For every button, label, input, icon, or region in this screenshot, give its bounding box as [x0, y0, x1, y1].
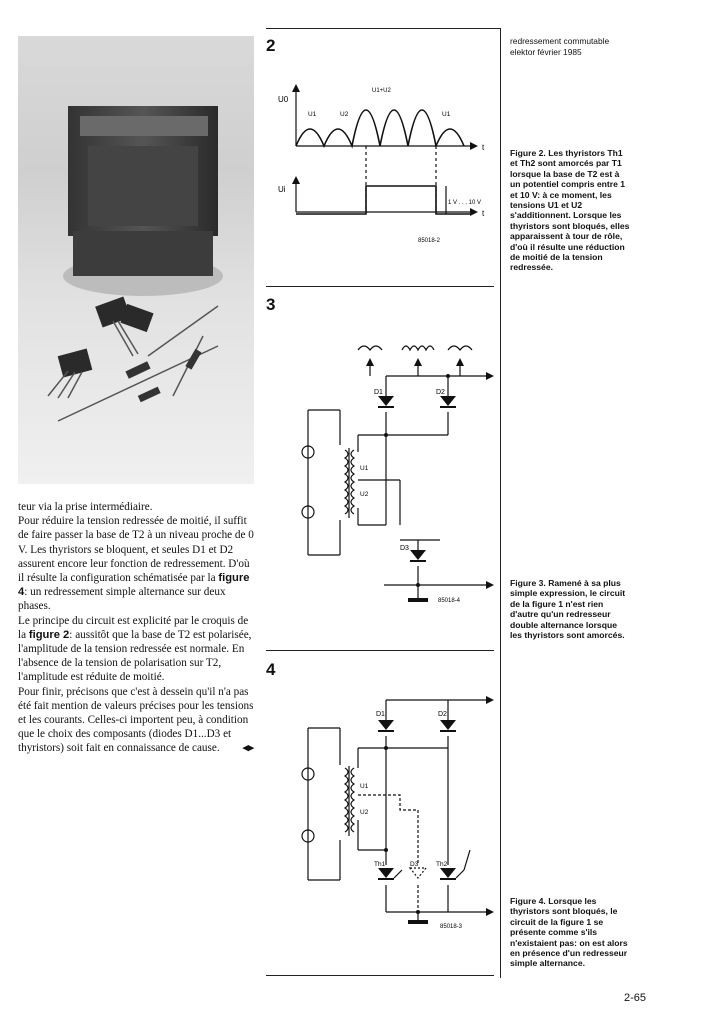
end-mark-icon: ◂▸ — [242, 742, 254, 755]
fig2-t-label: t — [482, 143, 485, 152]
body-text — [18, 500, 254, 756]
fig3-code: 85018-4 — [438, 598, 461, 604]
fig4-th1-label: Th1 — [374, 861, 386, 868]
body-paragraph-4 — [18, 685, 254, 756]
fig3-bottom-rule — [266, 650, 494, 651]
fig4-th2-label: Th2 — [436, 861, 448, 868]
p4-text: Pour finir, précisons que c'est à dessein qu'il n'a pas été fait mention de valeurs précises pour les tensions et les courants. Celles-ci importent peu, à condition que le choix des composants (diodes D1...D3 et thyristors) soit fait en connaissance de cause. — [18, 685, 254, 755]
p3-bold: figure 2 — [28, 628, 70, 641]
fig3-u1-label: U1 — [360, 465, 369, 472]
figure-2-caption: Figure 2. Les thyristors Th1 et Th2 sont amorcés par T1 lorsque la base de T2 est à un potentiel compris entre 1 et 10 V: à ce moment, les tensions U1 et U2 s'additionnent. Lorsque les thyristors sont bloqués, elles apparaissent à tour de rôle, d'où il résulte une réduction de moitié de la tension redressée. — [510, 148, 630, 273]
fig3-wave-1 — [358, 346, 382, 350]
fig2-u2-label: U2 — [340, 111, 349, 118]
fig4-u1-label: U1 — [360, 783, 369, 790]
fig2-ui-label: Ui — [278, 185, 286, 194]
figure-4-diagram — [290, 690, 500, 940]
component-photo — [18, 36, 254, 484]
page-number: 2-65 — [624, 992, 647, 1004]
fig2-code: 85018-2 — [418, 238, 441, 244]
page-header — [510, 36, 609, 57]
fig2-uo-label: U0 — [278, 95, 289, 104]
fig4-u2-label: U2 — [360, 809, 369, 816]
photo-illustration — [18, 36, 254, 484]
p2-bold: figure 4 — [18, 572, 250, 599]
figure-3-number: 3 — [266, 295, 276, 314]
body-paragraph-2 — [18, 514, 254, 613]
fig4-code: 85018-3 — [440, 924, 463, 930]
p2-text-after: : un redressement simple alternance sur deux phases. — [18, 586, 226, 613]
top-rule — [266, 28, 500, 29]
fig3-d3-label: D3 — [400, 545, 409, 552]
fig2-u1u2-label: U1+U2 — [372, 88, 391, 94]
body-paragraph-3 — [18, 614, 254, 685]
fig4-d2-label: D2 — [438, 711, 447, 718]
fig3-u2-label: U2 — [360, 491, 369, 498]
p3-text-after: : aussitôt que la base de T2 est polarisée, l'amplitude de la tension redressée est normale. En l'absence de la tension de polarisation sur T2, l'amplitude est réduite de moitié. — [18, 628, 252, 684]
p3-text: Le principe du circuit est explicité par le croquis de la — [18, 614, 249, 641]
body-paragraph-1: teur via la prise intermédiaire. — [18, 501, 153, 513]
figure-4-caption: Figure 4. Lorsque les thyristors sont bloqués, le circuit de la figure 1 se présente comme s'ils n'existaient pas: on est alors en présence d'un redresseur simple alternance. — [510, 896, 628, 969]
header-line-2: elektor février 1985 — [510, 46, 582, 57]
p2-text: Pour réduire la tension redressée de moitié, il suffit de faire passer la base de T2 à un niveau proche de 0 V. Les thyristors se bloquent, et seules D1 et D2 assurent encore leur fonction de redressement. D'où il résulte la configuration schématisée par la — [18, 515, 254, 585]
fig2-rectified-waveform — [296, 110, 464, 146]
fig2-voltage-label: 1 V . . . 10 V — [448, 200, 482, 206]
fig4-bottom-rule — [266, 975, 494, 976]
figure-4-number: 4 — [266, 660, 276, 679]
fig2-u1b-label: U1 — [442, 111, 451, 118]
fig4-d3-label: D3 — [410, 861, 419, 868]
fig2-bottom-rule — [266, 286, 494, 287]
figure-3-caption: Figure 3. Ramené à sa plus simple expression, le circuit de la figure 1 n'est rien d'autre qu'un redresseur double alternance lorsque les thyristors sont amorcés. — [510, 578, 626, 641]
fig4-d1-label: D1 — [376, 711, 385, 718]
vertical-rule — [500, 28, 501, 978]
header-line-1: redressement commutable — [510, 36, 610, 46]
figure-3-diagram — [290, 340, 500, 610]
fig2-t2-label: t — [482, 209, 485, 218]
figure-2-diagram — [270, 80, 496, 250]
fig2-u1-label: U1 — [308, 111, 317, 118]
fig3-d2-label: D2 — [436, 389, 445, 396]
figure-2-number: 2 — [266, 36, 276, 55]
fig3-d1-label: D1 — [374, 389, 383, 396]
fig2-control-waveform — [296, 186, 470, 214]
